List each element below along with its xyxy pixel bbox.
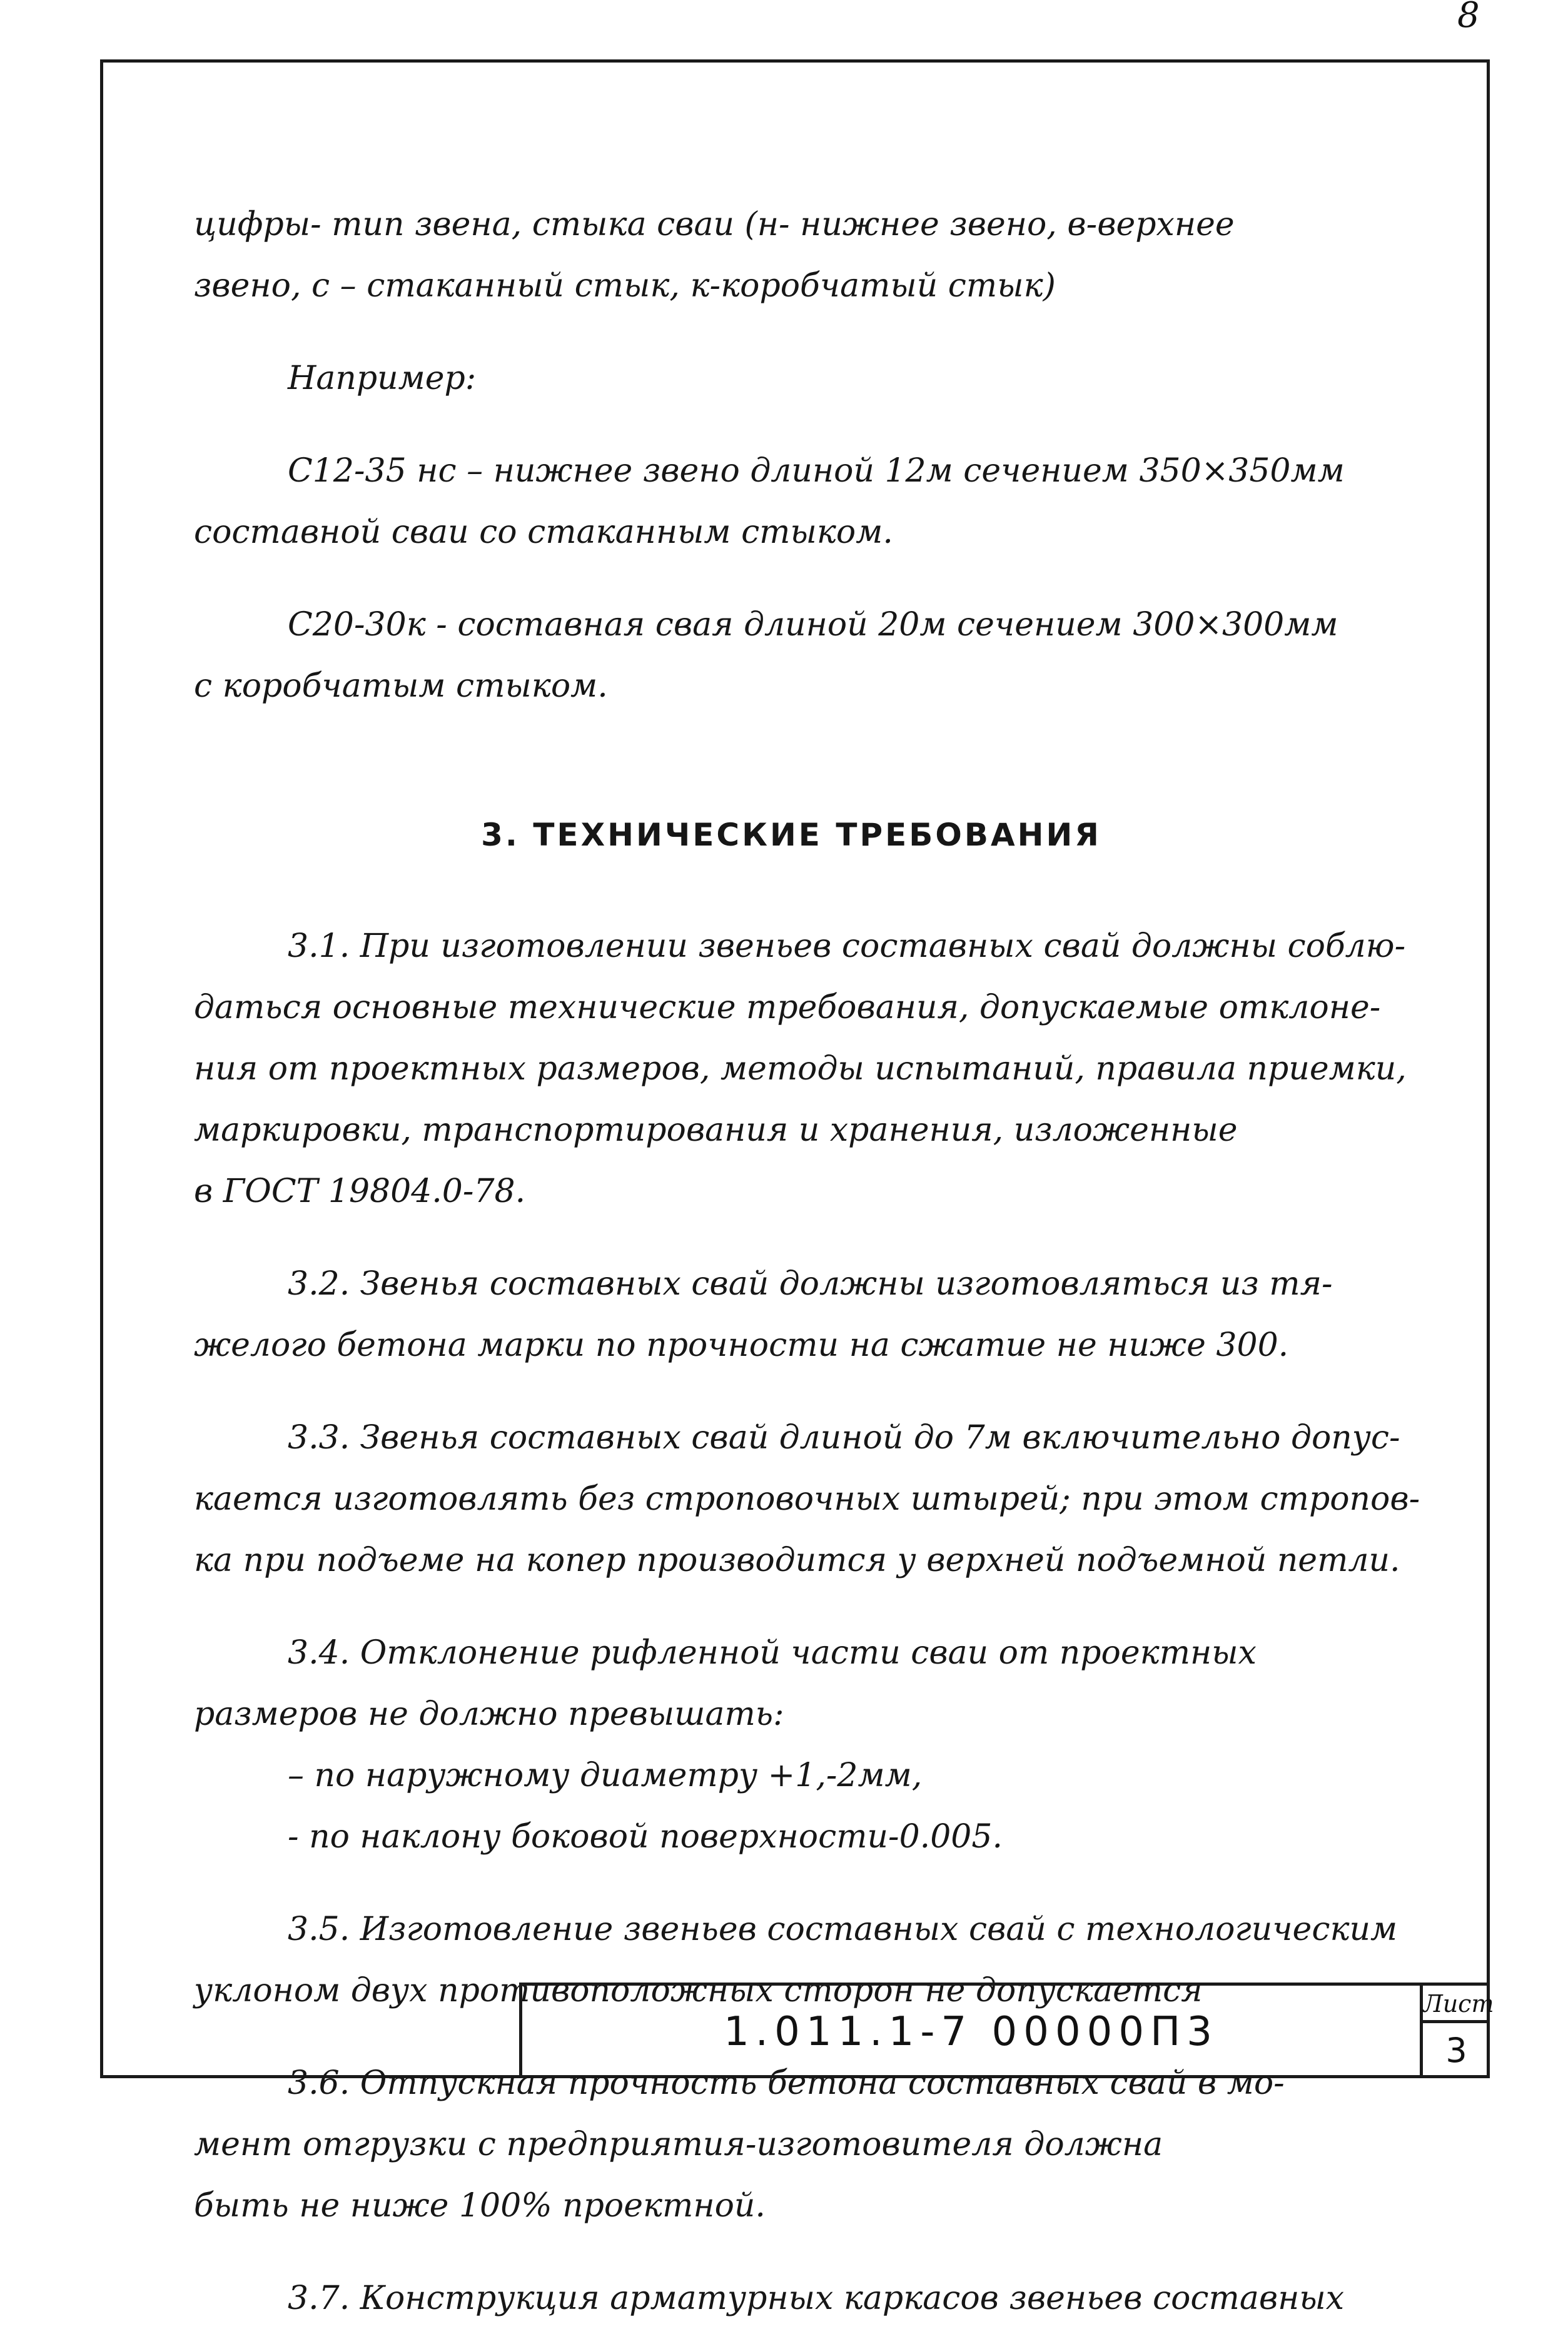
list-item: - по наклону боковой поверхности-0.005. [288,1818,1003,1856]
body-line: даться основные технические требования, допускаемые отклоне- [194,989,1381,1026]
paragraph-3-4: 3.4. Отклонение рифленной части сваи от проектных [288,1634,1257,1672]
body-line: составной сваи со стаканным стыком. [194,513,893,551]
body-line: уклоном двух противоположных сторон не допускается [194,1972,1203,2009]
body-line: С12-35 нс – нижнее звено длиной 12м сечением 350×350мм [288,452,1345,490]
page-number: 8 [1457,0,1480,36]
paragraph-3-1: 3.1. При изготовлении звеньев составных свай должны соблю- [288,927,1406,965]
body-line: цифры- тип звена, стыка сваи (н- нижнее звено, в-верхнее [194,206,1235,243]
body-line: ка при подъеме на копер производится у верхней подъемной петли. [194,1542,1400,1579]
sheet-box [1420,1986,1494,2078]
body-line: быть не ниже 100% проектной. [194,2187,766,2225]
paragraph-3-2: 3.2. Звенья составных свай должны изготовляться из тя- [288,1265,1333,1303]
body-line: размеров не должно превышать: [194,1695,784,1733]
title-block [519,1983,1494,2078]
body-line: в ГОСТ 19804.0-78. [194,1173,526,1210]
sheet-number: 3 [1445,2031,1467,2070]
body-line: желого бетона марки по прочности на сжатие не ниже 300. [194,1326,1289,1364]
list-item: – по наружному диаметру +1,-2мм, [288,1757,923,1794]
body-line: звено, с – стаканный стык, к-коробчатый стык) [194,267,1056,305]
body-line: мент отгрузки с предприятия-изготовителя должна [194,2126,1163,2163]
paragraph-3-5: 3.5. Изготовление звеньев составных свай с технологическим [288,1911,1398,1948]
body-line: кается изготовлять без строповочных штырей; при этом стропов- [194,1480,1420,1518]
body-line: ния от проектных размеров, методы испытаний, правила приемки, [194,1050,1407,1088]
paragraph-3-6: 3.6. Отпускная прочность бетона составных свай в мо- [288,2064,1285,2102]
body-line: С20-30к - составная свая длиной 20м сечением 300×300мм [288,606,1338,644]
example-label: Например: [288,360,477,397]
body-line: маркировки, транспортирования и хранения, изложенные [194,1111,1238,1149]
sheet-label: Лист [1423,1986,1490,2023]
paragraph-3-3: 3.3. Звенья составных свай длиной до 7м включительно допус- [288,1419,1400,1457]
document-code: 1.011.1-7 00000П3 [724,2009,1218,2055]
section-heading: 3. ТЕХНИЧЕСКИЕ ТРЕБОВАНИЯ [481,817,1101,853]
paragraph-3-7: 3.7. Конструкция арматурных каркасов звеньев составных [288,2280,1345,2317]
body-line: с коробчатым стыком. [194,667,608,705]
